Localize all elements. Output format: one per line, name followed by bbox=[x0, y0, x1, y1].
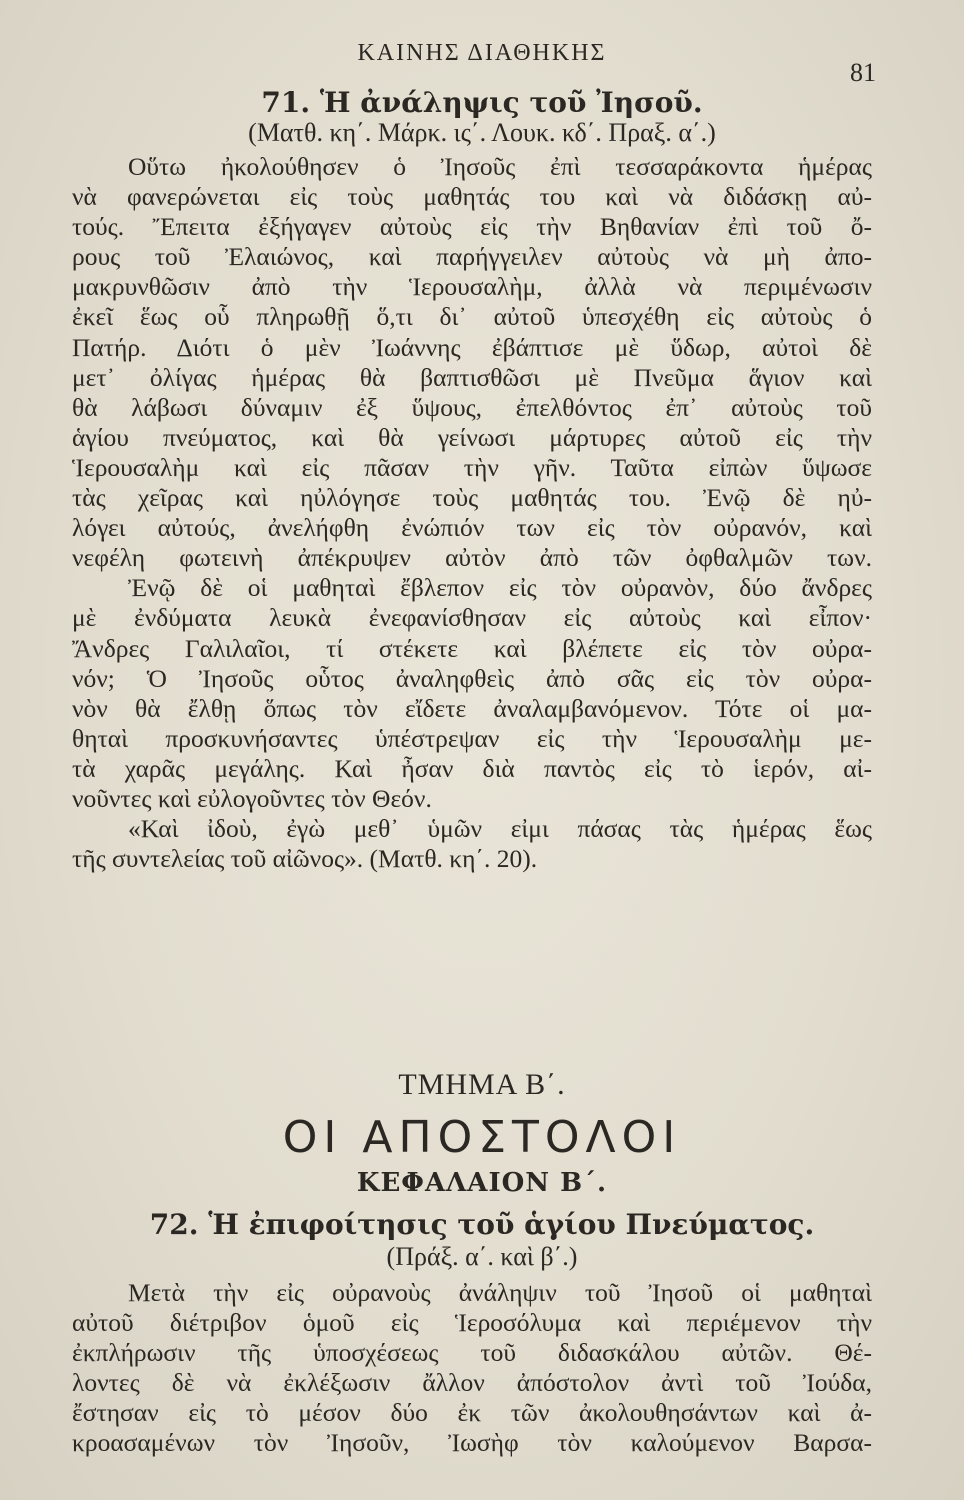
text-line: ἐκπλήρωσιν τῆς ὑποσχέσεως τοῦ διδασκάλου αὐτῶν. Θέ- bbox=[72, 1338, 872, 1368]
part-label: ΤΜΗΜΑ Β΄. bbox=[398, 1068, 566, 1101]
text-line: τὰ χαρᾶς μεγάλης. Καὶ ἦσαν διὰ παντὸς εἰς τὸ ἱερόν, αἰ- bbox=[72, 753, 872, 783]
section-71-body bbox=[72, 152, 872, 874]
section-72-heading: 72. Ἡ ἐπιφοίτησις τοῦ ἁγίου Πνεύματος. bbox=[149, 1208, 815, 1241]
chapter-title: ΚΕΦΑΛΑΙΟΝ Β΄. bbox=[356, 1168, 608, 1198]
text-line: νὰ φανερώνεται εἰς τοὺς μαθητάς του καὶ νὰ διδάσκῃ αὐ- bbox=[72, 182, 872, 212]
text-line: τούς. Ἔπειτα ἐξήγαγεν αὐτοὺς εἰς τὴν Βηθανίαν ἐπὶ τοῦ ὄ- bbox=[72, 212, 872, 242]
text-line: μετ᾽ ὀλίγας ἡμέρας θὰ βαπτισθῶσι μὲ Πνεῦμα ἅγιον καὶ bbox=[72, 362, 872, 392]
text-line: Οὕτω ἠκολούθησεν ὁ Ἰησοῦς ἐπὶ τεσσαράκοντα ἡμέρας bbox=[128, 152, 872, 181]
text-line: θὰ λάβωσι δύναμιν ἐξ ὕψους, ἐπελθόντος ἐπ᾽ αὐτοὺς τοῦ bbox=[72, 392, 872, 422]
text-line: τῆς συντελείας τοῦ αἰῶνος». (Ματθ. κη΄. 20). bbox=[72, 844, 538, 874]
section-71-references: (Ματθ. κη΄. Μάρκ. ις΄. Λουκ. κδ΄. Πραξ. α΄.) bbox=[248, 118, 716, 147]
text-line: Ἐνῷ δὲ οἱ μαθηταὶ ἔβλεπον εἰς τὸν οὐρανὸν, δύο ἄνδρες bbox=[128, 573, 872, 603]
text-line: ρους τοῦ Ἐλαιώνος, καὶ παρήγγειλεν αὐτοὺς νὰ μὴ ἀπο- bbox=[72, 242, 872, 272]
running-title: ΚΑΙΝΗΣ ΔΙΑΘΗΚΗΣ bbox=[357, 40, 607, 66]
text-line: ἔστησαν εἰς τὸ μέσον δύο ἐκ τῶν ἀκολουθησάντων καὶ ἀ- bbox=[72, 1398, 872, 1428]
section-72-body bbox=[72, 1278, 872, 1459]
text-line: «Καὶ ἰδοὺ, ἐγὼ μεθ᾽ ὑμῶν εἰμι πάσας τὰς ἡμέρας ἕως bbox=[128, 814, 872, 844]
section-72-references: (Πράξ. α΄. καὶ β΄.) bbox=[386, 1242, 578, 1271]
text-line: αὐτοῦ διέτριβον ὁμοῦ εἰς Ἱεροσόλυμα καὶ περιέμενον τὴν bbox=[72, 1308, 872, 1338]
text-line: Ἄνδρες Γαλιλαῖοι, τί στέκετε καὶ βλέπετε εἰς τὸν οὐρα- bbox=[72, 633, 872, 663]
section-71-heading: 71. Ἡ ἀνάληψις τοῦ Ἰησοῦ. bbox=[261, 86, 703, 119]
part-title: ΟΙ ΑΠΟΣΤΟΛΟΙ bbox=[282, 1112, 682, 1163]
text-line: λοντες δὲ νὰ ἐκλέξωσιν ἄλλον ἀπόστολον ἀντὶ τοῦ Ἰούδα, bbox=[72, 1368, 872, 1398]
text-line: Πατήρ. Διότι ὁ μὲν Ἰωάννης ἐβάπτισε μὲ ὕδωρ, αὐτοὶ δὲ bbox=[72, 332, 872, 362]
text-line: κροασαμένων τὸν Ἰησοῦν, Ἰωσὴφ τὸν καλούμενον Βαρσα- bbox=[72, 1428, 872, 1458]
text-line: νόν; Ὁ Ἰησοῦς οὗτος ἀναληφθεὶς ἀπὸ σᾶς εἰς τὸν οὐρα- bbox=[72, 663, 872, 693]
text-line: μακρυνθῶσιν ἀπὸ τὴν Ἱερουσαλὴμ, ἀλλὰ νὰ περιμένωσιν bbox=[72, 272, 872, 302]
text-line: λόγει αὐτούς, ἀνελήφθη ἐνώπιόν των εἰς τὸν οὐρανόν, καὶ bbox=[72, 513, 872, 543]
text-line: νὸν θὰ ἔλθῃ ὅπως τὸν εἴδετε ἀναλαμβανόμενον. Τότε οἱ μα- bbox=[72, 693, 872, 723]
text-line: Ἱερουσαλὴμ καὶ εἰς πᾶσαν τὴν γῆν. Ταῦτα εἰπὼν ὕψωσε bbox=[72, 452, 872, 482]
page-number: 81 bbox=[850, 58, 876, 87]
text-line: Μετὰ τὴν εἰς οὐρανοὺς ἀνάληψιν τοῦ Ἰησοῦ οἱ μαθηταὶ bbox=[128, 1278, 872, 1307]
text-line: θηταὶ προσκυνήσαντες ὑπέστρεψαν εἰς τὴν Ἱερουσαλὴμ με- bbox=[72, 723, 872, 753]
text-line: νεφέλη φωτεινὴ ἀπέκρυψεν αὐτὸν ἀπὸ τῶν ὀφθαλμῶν των. bbox=[72, 543, 872, 573]
text-line: τὰς χεῖρας καὶ ηὐλόγησε τοὺς μαθητάς του. Ἐνῷ δὲ ηὐ- bbox=[72, 483, 872, 513]
text-line: ἁγίου πνεύματος, καὶ θὰ γείνωσι μάρτυρες αὐτοῦ εἰς τὴν bbox=[72, 422, 872, 452]
text-line: νοῦντες καὶ εὐλογοῦντες τὸν Θεόν. bbox=[72, 783, 432, 813]
text-line: ἐκεῖ ἕως οὗ πληρωθῇ ὅ,τι δι᾽ αὐτοῦ ὑπεσχέθη εἰς αὐτοὺς ὁ bbox=[72, 302, 872, 332]
text-line: μὲ ἐνδύματα λευκὰ ἐνεφανίσθησαν εἰς αὐτοὺς καὶ εἶπον· bbox=[72, 603, 872, 633]
